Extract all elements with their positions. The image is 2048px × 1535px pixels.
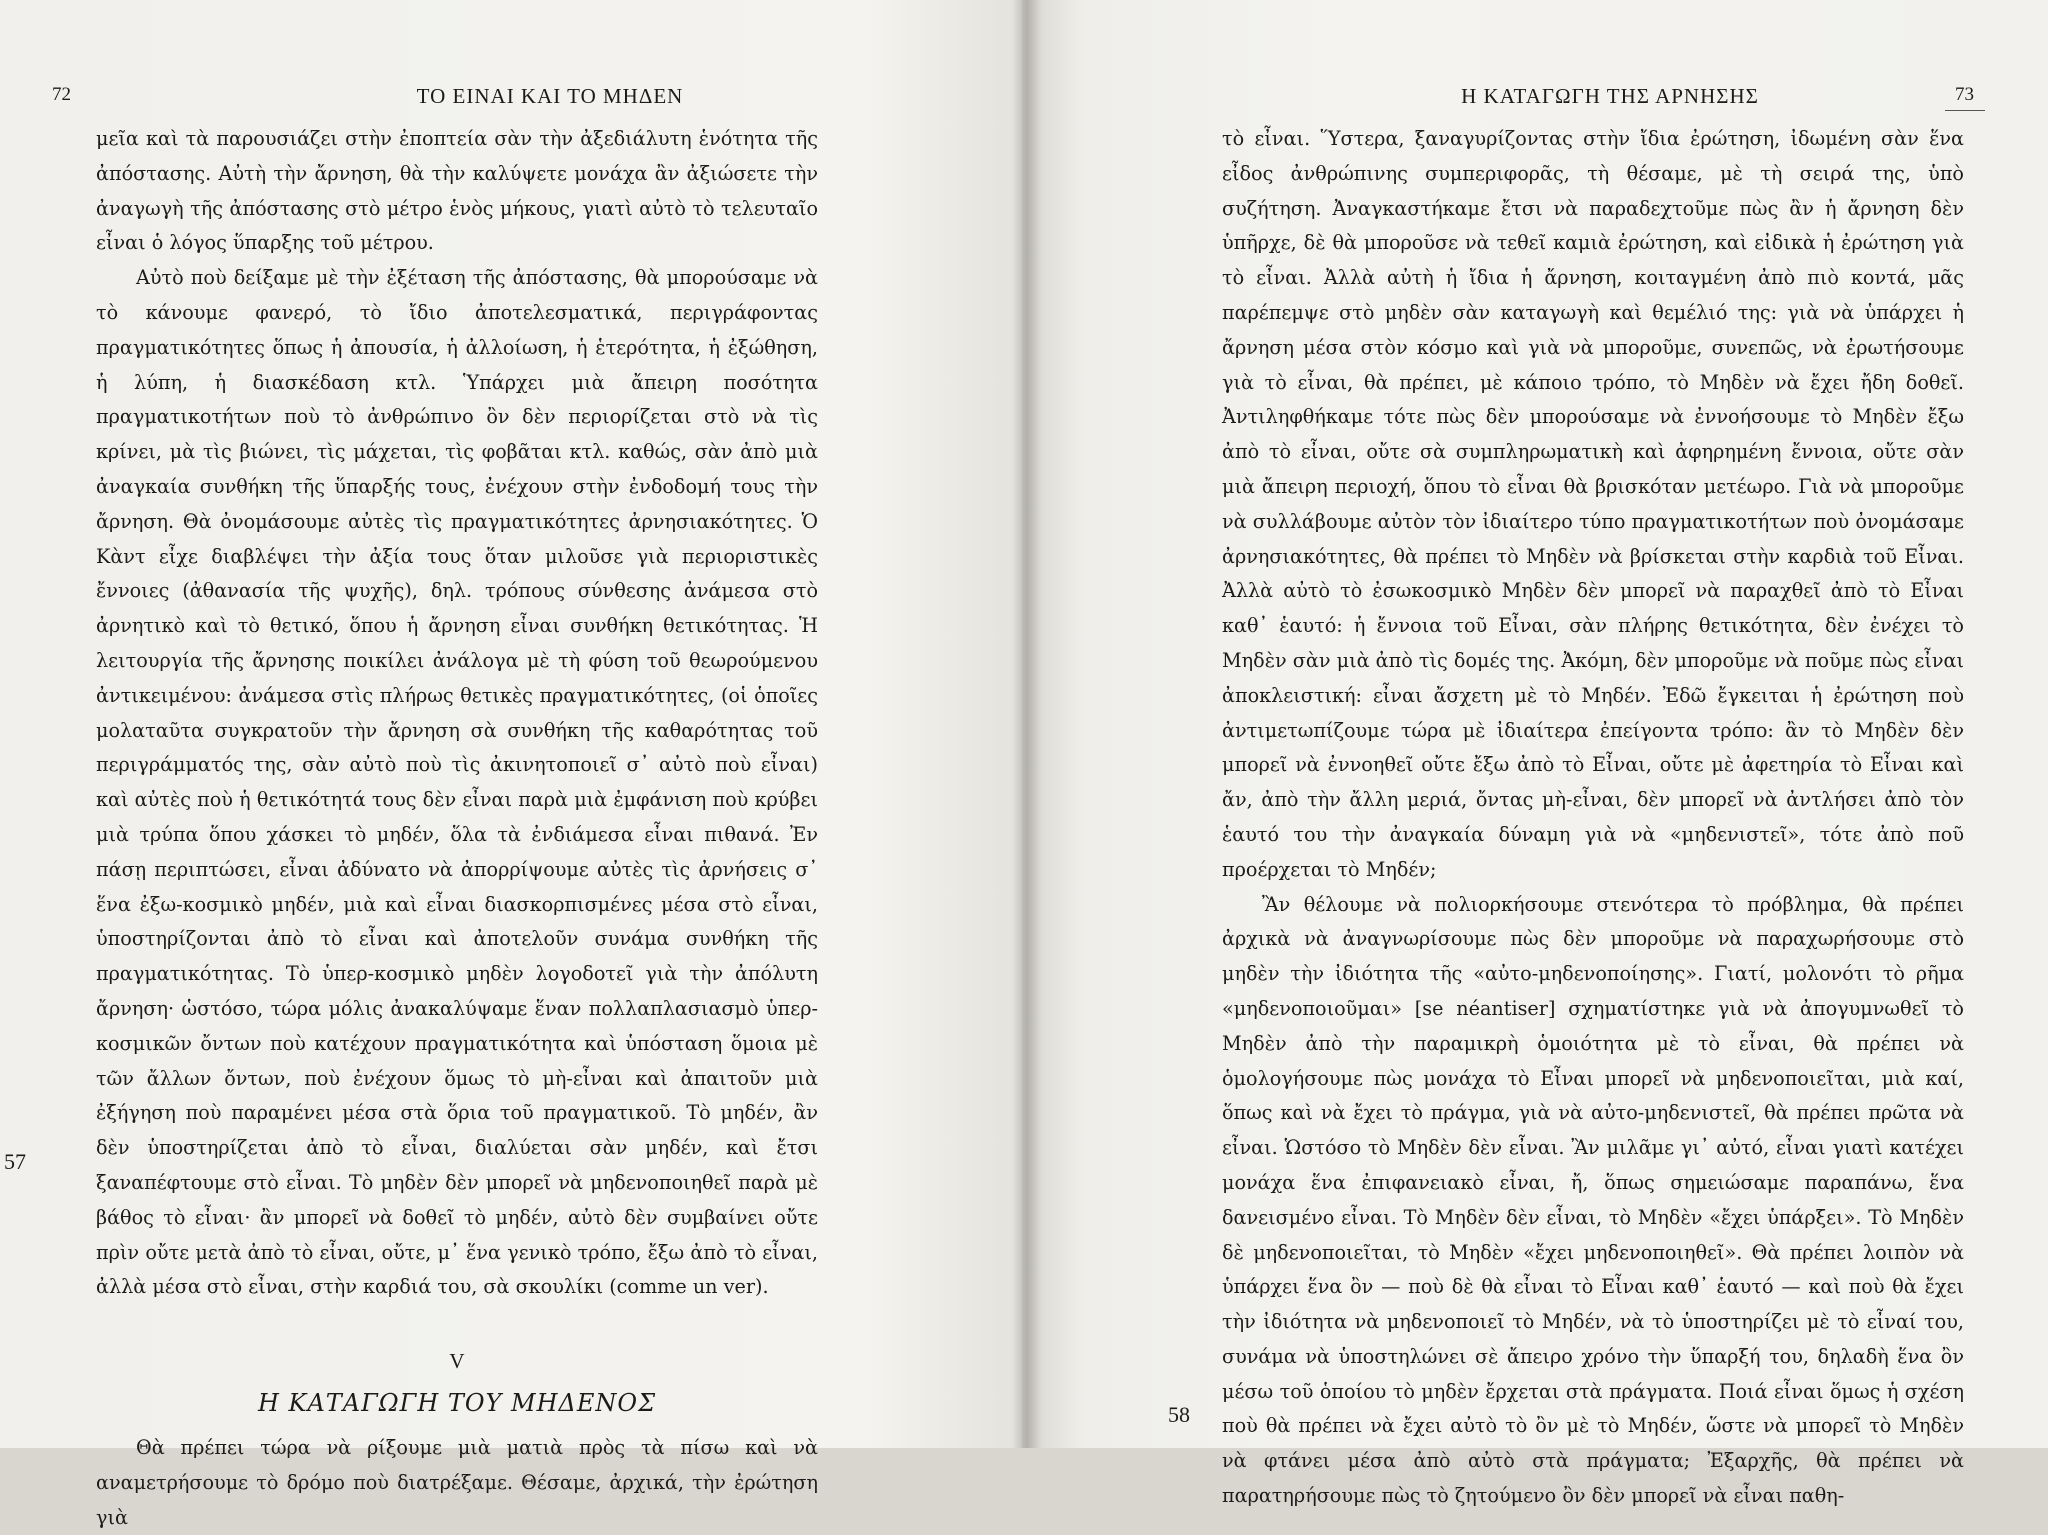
- left-page-number: 72: [52, 84, 71, 105]
- right-margin-number: 58: [1168, 1402, 1190, 1427]
- right-text-column: [1222, 122, 1964, 1514]
- left-paragraph-2: Αὐτὸ ποὺ δείξαμε μὲ τὴν ἐξέταση τῆς ἀπόστασης, θὰ μπορούσαμε νὰ τὸ κάνουμε φανερό, τὸ ἴδιο ἀποτελεσματικά, περιγράφοντας πραγματικότητες ὅπως ἡ ἀπουσία, ἡ ἀλλοίωση, ἡ ἑτερότητα, ἡ ἐξώθηση, ἡ λύπη, ἡ διασκέδαση κτλ. Ὑπάρχει μιὰ ἄπειρη ποσότητα πραγματικοτήτων ποὺ τὸ ἀνθρώπινο ὂν δὲν περιορίζεται στὸ νὰ τὶς κρίνει, μὰ τὶς βιώνει, τὶς μάχεται, τὶς φοβᾶται κτλ. καθώς, σὰν ἀπὸ μιὰ ἀναγκαία συνθήκη τῆς ὕπαρξής τους, ἐνέχουν στὴν ἐνδοδομή τους τὴν ἄρνηση. Θὰ ὀνομάσουμε αὐτὲς τὶς πραγματικότητες ἀρνησιακότητες. Ὁ Κὰντ εἶχε διαβλέψει τὴν ἀξία τους ὅταν μιλοῦσε γιὰ περιοριστικὲς ἔννοιες (ἀθανασία τῆς ψυχῆς), δηλ. τρόπους σύνθεσης ἀνάμεσα στὸ ἀρνητικὸ καὶ τὸ θετικό, ὅπου ἡ ἄρνηση εἶναι συνθήκη θετικότητας. Ἡ λειτουργία τῆς ἄρνησης ποικίλει ἀνάλογα μὲ τὴ φύση τοῦ θεωρούμενου ἀντικειμένου: ἀνάμεσα στὶς πλήρως θετικὲς πραγματικότητες, (οἱ ὁποῖες μολαταῦτα συγκρατοῦν τὴν ἄρνηση σὰ συνθήκη τῆς καθαρότητας τοῦ περιγράμματός της, σὰν αὐτὸ ποὺ τὶς ἀκινητοποιεῖ σ᾽ αὐτὸ ποὺ εἶναι) καὶ αὐτὲς ποὺ ἡ θετικότητά τους δὲν εἶναι παρὰ μιὰ ἐμφάνιση ποὺ κρύβει μιὰ τρύπα ὅπου χάσκει τὸ μηδέν, ὅλα τὰ ἐνδιάμεσα εἶναι πιθανά. Ἐν πάσῃ περιπτώσει, εἶναι ἀδύνατο νὰ ἀπορρίψουμε αὐτὲς τὶς ἀρνήσεις σ᾽ ἕνα ἐξω-κοσμικὸ μηδέν, μιὰ καὶ εἶναι διασκορπισμένες μέσα στὸ εἶναι, ὑποστηρίζονται ἀπὸ τὸ εἶναι καὶ ἀποτελοῦν συνάμα συνθήκη τῆς πραγματικότητας. Τὸ ὑπερ-κοσμικὸ μηδὲν λογοδοτεῖ γιὰ τὴν ἀπόλυτη ἄρνηση· ὡστόσο, τώρα μόλις ἀνακαλύψαμε ἕναν πολλαπλασιασμὸ ὑπερ-κοσμικῶν ὄντων ποὺ κατέχουν πραγματικότητα καὶ ὑπόσταση ὅμοια μὲ τῶν ἄλλων ὄντων, ποὺ ἐνέχουν ὅμως τὸ μὴ-εἶναι καὶ ἀπαιτοῦν μιὰ ἐξήγηση ποὺ παραμένει μέσα στὰ ὅρια τοῦ πραγματικοῦ. Τὸ μηδέν, ἂν δὲν ὑποστηρίζεται ἀπὸ τὸ εἶναι, διαλύεται σὰν μηδέν, καὶ ἔτσι ξαναπέφτουμε στὸ εἶναι. Τὸ μηδὲν δὲν μπορεῖ νὰ μηδενοποιηθεῖ παρὰ μὲ βάθος τὸ εἶναι· ἂν μπορεῖ νὰ δοθεῖ τὸ μηδέν, αὐτὸ δὲν συμβαίνει οὔτε πρὶν οὔτε μετὰ ἀπὸ τὸ εἶναι, οὔτε, μ᾽ ἕνα γενικὸ τρόπο, ἔξω ἀπὸ τὸ εἶναι, ἀλλὰ μέσα στὸ εἶναι, στὴν καρδιά του, σὰ σκουλίκι (comme un ver).: [96, 266, 818, 1299]
- right-running-head: Η ΚΑΤΑΓΩΓΗ ΤΗΣ ΑΡΝΗΣΗΣ: [1461, 84, 1759, 108]
- left-margin-number: 57: [4, 1149, 26, 1174]
- section-title: Η ΚΑΤΑΓΩΓΗ ΤΟΥ ΜΗΔΕΝΟΣ: [257, 1389, 657, 1418]
- left-text-column: [96, 122, 818, 1535]
- left-paragraph-1: μεῖα καὶ τὰ παρουσιάζει στὴν ἐποπτεία σὰν τὴν ἀξεδιάλυτη ἑνότητα τῆς ἀπόστασης. Αὐτὴ τὴν ἄρνηση, θὰ τὴν καλύψετε μονάχα ἂν ἀξιώσετε τὴν ἀναγωγὴ τῆς ἀπόστασης στὸ μέτρο ἑνὸς μήκους, γιατὶ αὐτὸ τὸ τελευταῖο εἶναι ὁ λόγος ὕπαρξης τοῦ μέτρου.: [96, 127, 818, 255]
- left-paragraph-3: Θὰ πρέπει τώρα νὰ ρίξουμε μιὰ ματιὰ πρὸς τὰ πίσω καὶ νὰ αναμετρήσουμε τὸ δρόμο ποὺ διατρέξαμε. Θέσαμε, ἀρχικά, τὴν ἐρώτηση γιὰ: [96, 1436, 818, 1529]
- right-paragraph-1: τὸ εἶναι. Ὕστερα, ξαναγυρίζοντας στὴν ἴδια ἐρώτηση, ἰδωμένη σὰν ἕνα εἶδος ἀνθρώπινης συμπεριφορᾶς, τὴ θέσαμε, μὲ τὴ σειρά της, ὑπὸ συζήτηση. Ἀναγκαστήκαμε ἔτσι νὰ παραδεχτοῦμε πὼς ἂν ἡ ἄρνηση δὲν ὑπῆρχε, δὲ θὰ μποροῦσε νὰ τεθεῖ καμιὰ ἐρώτηση, καὶ εἰδικὰ ἡ ἐρώτηση γιὰ τὸ εἶναι. Ἀλλὰ αὐτὴ ἡ ἴδια ἡ ἄρνηση, κοιταγμένη ἀπὸ πιὸ κοντά, μᾶς παρέπεμψε στὸ μηδὲν σὰν καταγωγὴ καὶ θεμέλιό της: γιὰ νὰ ὑπάρχει ἡ ἄρνηση μέσα στὸν κόσμο καὶ γιὰ νὰ μποροῦμε, συνεπῶς, νὰ ἐρωτήσουμε γιὰ τὸ εἶναι, θὰ πρέπει, μὲ κάποιο τρόπο, τὸ Μηδὲν νὰ ἔχει ἤδη δοθεῖ. Ἀντιληφθήκαμε τότε πὼς δὲν μπορούσαμε νὰ ἐννοήσουμε τὸ Μηδὲν ἔξω ἀπὸ τὸ εἶναι, οὔτε σὰ συμπληρωματικὴ καὶ ἀφηρημένη ἔννοια, οὔτε σὰν μιὰ ἄπειρη περιοχή, ὅπου τὸ εἶναι θὰ βρισκόταν μετέωρο. Γιὰ νὰ μποροῦμε νὰ συλλάβουμε αὐτὸν τὸν ἰδιαίτερο τύπο πραγματικοτήτων ποὺ ὀνομάσαμε ἀρνησιακότητες, θὰ πρέπει τὸ Μηδὲν νὰ βρίσκεται στὴν καρδιὰ τοῦ Εἶναι. Ἀλλὰ αὐτὸ τὸ ἐσωκοσμικὸ Μηδὲν δὲν μπορεῖ νὰ παραχθεῖ ἀπὸ τὸ Εἶναι καθ᾽ ἑαυτό: ἡ ἔννοια τοῦ Εἶναι, σὰν πλήρης θετικότητα, δὲν ἐνέχει τὸ Μηδὲν σὰν μιὰ ἀπὸ τὶς δομές της. Ἀκόμη, δὲν μποροῦμε νὰ ποῦμε πὼς εἶναι ἀποκλειστική: εἶναι ἄσχετη μὲ τὸ Μηδέν. Ἐδῶ ἔγκειται ἡ ἐρώτηση ποὺ ἀντιμετωπίζουμε τώρα μὲ ἰδιαίτερα ἐπείγοντα τρόπο: ἂν τὸ Μηδὲν δὲν μπορεῖ νὰ ἐννοηθεῖ οὔτε ἔξω ἀπὸ τὸ Εἶναι, οὔτε μὲ ἀφετηρία τὸ Εἶναι καὶ ἄν, ἀπὸ τὴν ἄλλη μεριά, ὄντας μὴ-εἶναι, δὲν μπορεῖ νὰ ἀντλήσει ἀπὸ τὸν ἑαυτό του τὴν ἀναγκαία δύναμη γιὰ νὰ «μηδενιστεῖ», τότε ἀπὸ ποῦ προέρχεται τὸ Μηδέν;: [1222, 127, 1964, 881]
- left-running-head: ΤΟ ΕΙΝΑΙ ΚΑΙ ΤΟ ΜΗΔΕΝ: [416, 84, 684, 108]
- right-paragraph-2: Ἂν θέλουμε νὰ πολιορκήσουμε στενότερα τὸ πρόβλημα, θὰ πρέπει ἀρχικὰ νὰ ἀναγνωρίσουμε πὼς δὲν μποροῦμε νὰ παραχωρήσουμε στὸ μηδὲν τὴν ἰδιότητα τῆς «αὐτο-μηδενοποίησης». Γιατί, μολονότι τὸ ρῆμα «μηδενοποιοῦμαι» [se néantiser] σχηματίστηκε γιὰ νὰ ἀπογυμνωθεῖ τὸ Μηδὲν ἀπὸ τὴν παραμικρὴ ὁμοιότητα μὲ τὸ εἶναι, θὰ πρέπει νὰ ὁμολογήσουμε πὼς μονάχα τὸ Εἶναι μπορεῖ νὰ μηδενοποιεῖται, μιὰ καί, ὅπως καὶ νὰ ἔχει τὸ πράγμα, γιὰ νὰ αὐτο-μηδενιστεῖ, θὰ πρέπει πρῶτα νὰ εἶναι. Ὡστόσο τὸ Μηδὲν δὲν εἶναι. Ἂν μιλᾶμε γι᾽ αὐτό, εἶναι γιατὶ κατέχει μονάχα ἕνα ἐπιφανειακὸ εἶναι, ἤ, ὅπως σημειώσαμε παραπάνω, ἕνα δανεισμένο εἶναι. Τὸ Μηδὲν δὲν εἶναι, τὸ Μηδὲν «ἔχει ὑπάρξει». Τὸ Μηδὲν δὲ μηδενοποιεῖται, τὸ Μηδὲν «ἔχει μηδενοποιηθεῖ». Θὰ πρέπει λοιπὸν νὰ ὑπάρχει ἕνα ὂν — ποὺ δὲ θὰ εἶναι τὸ Εἶναι καθ᾽ ἑαυτό — καὶ ποὺ θὰ ἔχει τὴν ἰδιότητα νὰ μηδενοποιεῖ τὸ Μηδέν, νὰ τὸ ὑποστηρίζει μὲ τὸ εἶναί του, συνάμα νὰ ὑποστηλώνει σὲ ἄπειρο χρόνο τὴν ὕπαρξή του, δηλαδὴ ἕνα ὂν μέσω τοῦ ὁποίου τὸ μηδὲν ἔρχεται στὰ πράγματα. Ποιά εἶναι ὅμως ἡ σχέση ποὺ θὰ πρέπει νὰ ἔχει αὐτὸ τὸ ὂν μὲ τὸ Μηδέν, ὥστε νὰ μπορεῖ τὸ Μηδὲν νὰ φτάνει μέσα ἀπὸ αὐτὸ στὰ πράγματα; Ἐξαρχῆς, θὰ πρέπει νὰ παρατηρήσουμε πὼς τὸ ζητούμενο ὂν δὲν μπορεῖ νὰ εἶναι παθη-: [1222, 892, 1964, 1508]
- page-number-rule: [1945, 110, 1985, 111]
- book-gutter: [1012, 0, 1042, 1448]
- section-number: V: [449, 1349, 465, 1374]
- right-page-number: 73: [1955, 84, 1974, 105]
- left-page: [0, 0, 1022, 1529]
